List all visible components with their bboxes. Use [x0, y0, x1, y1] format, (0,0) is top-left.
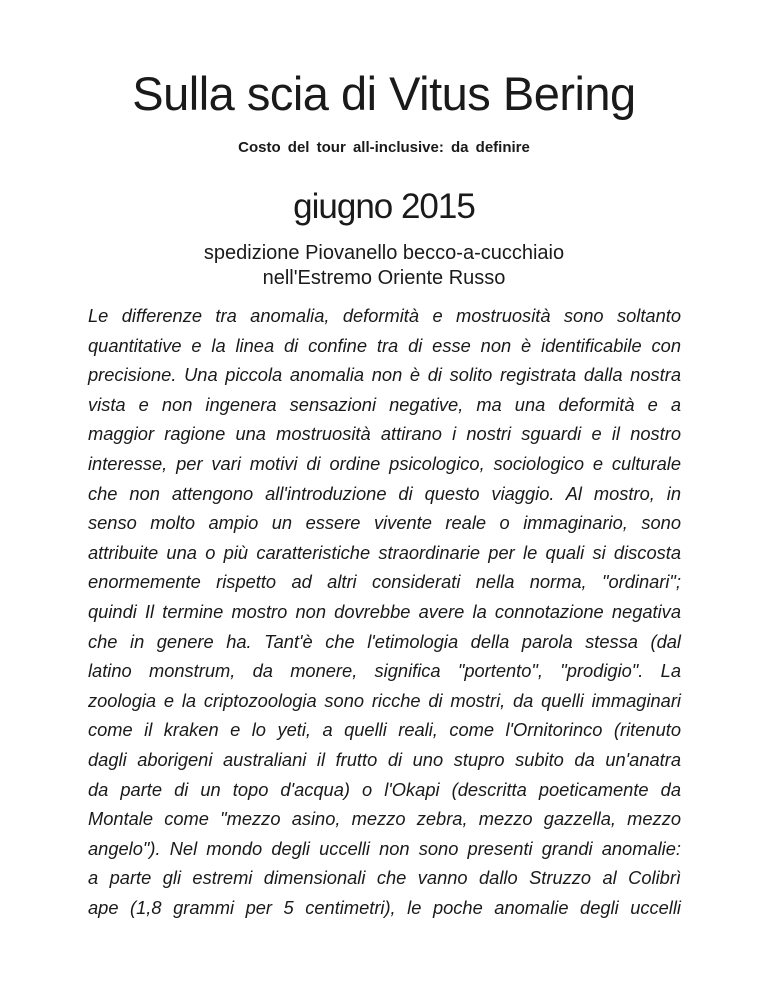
- body-line: a parte gli estremi dimensionali che vanno dallo Struzzo al Colibrì: [88, 867, 681, 889]
- body-line: precisione. Una piccola anomalia non è di solito registrata dalla nostra: [88, 364, 681, 386]
- expedition-subtitle: [0, 241, 768, 291]
- body-line: latino monstrum, da monere, significa "portento", "prodigio". La: [88, 660, 681, 682]
- body-line: quantitative e la linea di confine tra di esse non è identificabile con: [88, 334, 681, 356]
- body-line: ape (1,8 grammi per 5 centimetri), le poche anomalie degli uccelli: [88, 896, 681, 918]
- body-line: vista e non ingenera sensazioni negative, ma una deformità e a: [88, 393, 681, 415]
- body-line: senso molto ampio un essere vivente reale o immaginario, sono: [88, 512, 681, 534]
- document-title: Sulla scia di Vitus Bering: [132, 67, 636, 120]
- body-line: che in genere ha. Tant'è che l'etimologia della parola stessa (dal: [88, 630, 681, 652]
- tour-cost-line: Costo del tour all-inclusive: da definire: [238, 139, 530, 156]
- body-line: enormemente rispetto ad altri considerati nella norma, "ordinari";: [88, 571, 681, 593]
- body-line: che non attengono all'introduzione di questo viaggio. Al mostro, in: [88, 482, 681, 504]
- subtitle-line-2: nell'Estremo Oriente Russo: [262, 267, 506, 289]
- body-line: angelo"). Nel mondo degli uccelli non sono presenti grandi anomalie:: [88, 837, 681, 859]
- body-paragraph: [88, 301, 681, 922]
- tour-date: giugno 2015: [293, 187, 475, 226]
- body-line: zoologia e la criptozoologia sono ricche di mostri, da quelli immaginari: [88, 689, 681, 711]
- body-line: da parte di un topo d'acqua) o l'Okapi (descritta poeticamente da: [88, 778, 681, 800]
- subtitle-line-1: spedizione Piovanello becco-a-cucchiaio: [203, 242, 565, 264]
- body-line: attribuite una o più caratteristiche straordinarie per le quali si discosta: [88, 541, 681, 563]
- body-line: maggior ragione una mostruosità attirano i nostri sguardi e il nostro: [88, 423, 681, 445]
- body-line: come il kraken e lo yeti, a quelli reali, come l'Ornitorinco (ritenuto: [88, 719, 681, 741]
- body-line: Montale come "mezzo asino, mezzo zebra, mezzo gazzella, mezzo: [88, 808, 681, 830]
- body-line: dagli aborigeni australiani il frutto di uno stupro subito da un'anatra: [88, 748, 681, 770]
- body-line: interesse, per vari motivi di ordine psicologico, sociologico e culturale: [88, 452, 681, 474]
- body-line: quindi Il termine mostro non dovrebbe avere la connotazione negativa: [88, 600, 681, 622]
- body-line: Le differenze tra anomalia, deformità e mostruosità sono soltanto: [88, 305, 681, 326]
